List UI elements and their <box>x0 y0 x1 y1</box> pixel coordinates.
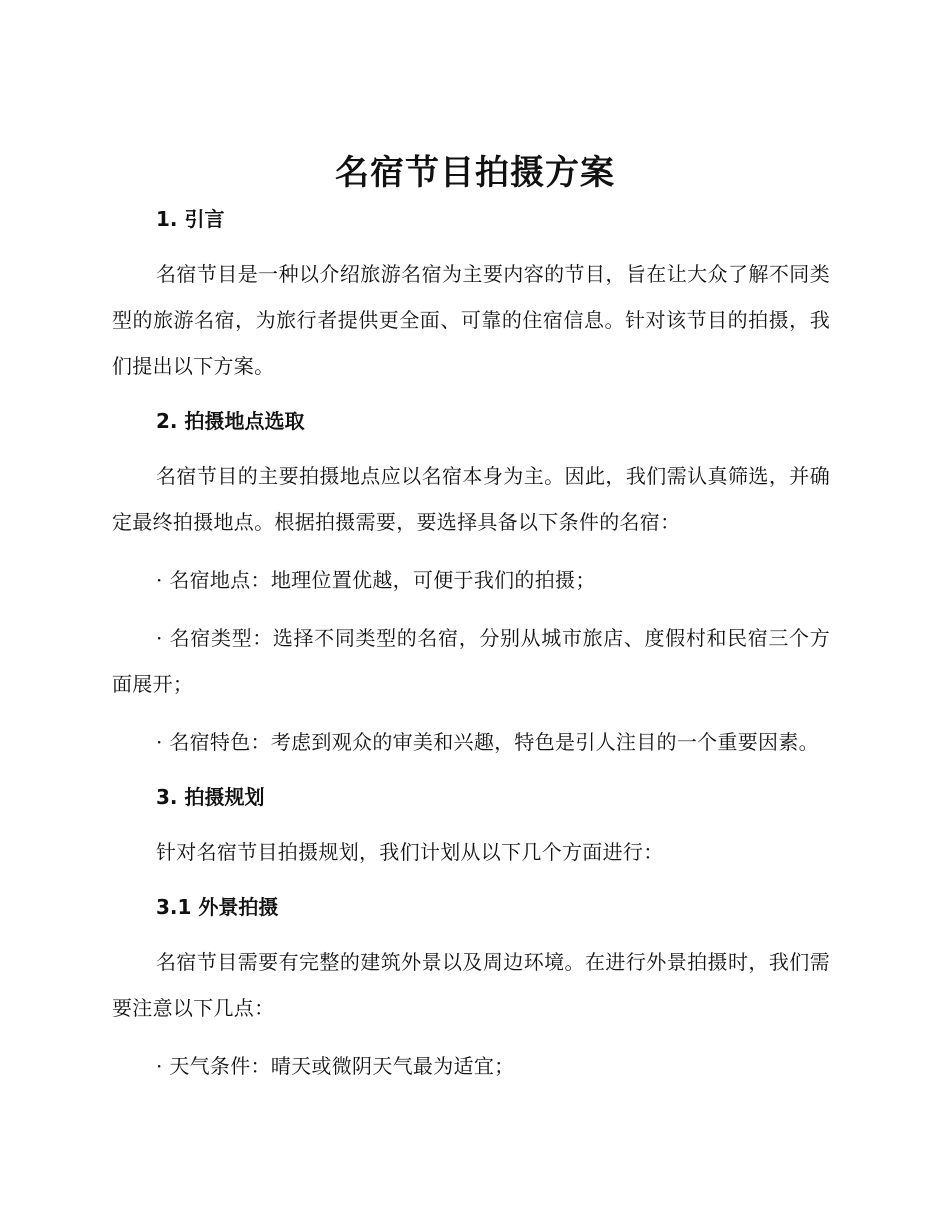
section-paragraph-shooting-plan: 针对名宿节目拍摄规划，我们计划从以下几个方面进行： <box>156 840 664 864</box>
document-title: 名宿节目拍摄方案 <box>335 153 615 193</box>
bullet-item-weather: · 天气条件：晴天或微阴天气最为适宜； <box>156 1054 515 1078</box>
section-heading-introduction: 1. 引言 <box>156 207 225 231</box>
section-heading-location-selection: 2. 拍摄地点选取 <box>156 409 305 433</box>
section-paragraph-location-selection: 名宿节目的主要拍摄地点应以名宿本身为主。因此，我们需认真筛选，并确定最终拍摄地点。根据拍摄需要，要选择具备以下条件的名宿： <box>112 464 830 534</box>
section-heading-shooting-plan: 3. 拍摄规划 <box>156 785 265 809</box>
section-heading-exterior-shooting: 3.1 外景拍摄 <box>156 895 279 919</box>
section-paragraph-introduction: 名宿节目是一种以介绍旅游名宿为主要内容的节目，旨在让大众了解不同类型的旅游名宿，为旅行者提供更全面、可靠的住宿信息。针对该节目的拍摄，我们提出以下方案。 <box>112 262 830 378</box>
section-paragraph-exterior-shooting: 名宿节目需要有完整的建筑外景以及周边环境。在进行外景拍摄时，我们需要注意以下几点： <box>112 950 830 1020</box>
document-body <box>112 199 830 1101</box>
bullet-item-type: · 名宿类型：选择不同类型的名宿，分别从城市旅店、度假村和民宿三个方面展开； <box>112 626 830 696</box>
bullet-item-feature: · 名宿特色：考虑到观众的审美和兴趣，特色是引人注目的一个重要因素。 <box>156 730 819 754</box>
bullet-item-location: · 名宿地点：地理位置优越，可便于我们的拍摄； <box>156 568 596 592</box>
